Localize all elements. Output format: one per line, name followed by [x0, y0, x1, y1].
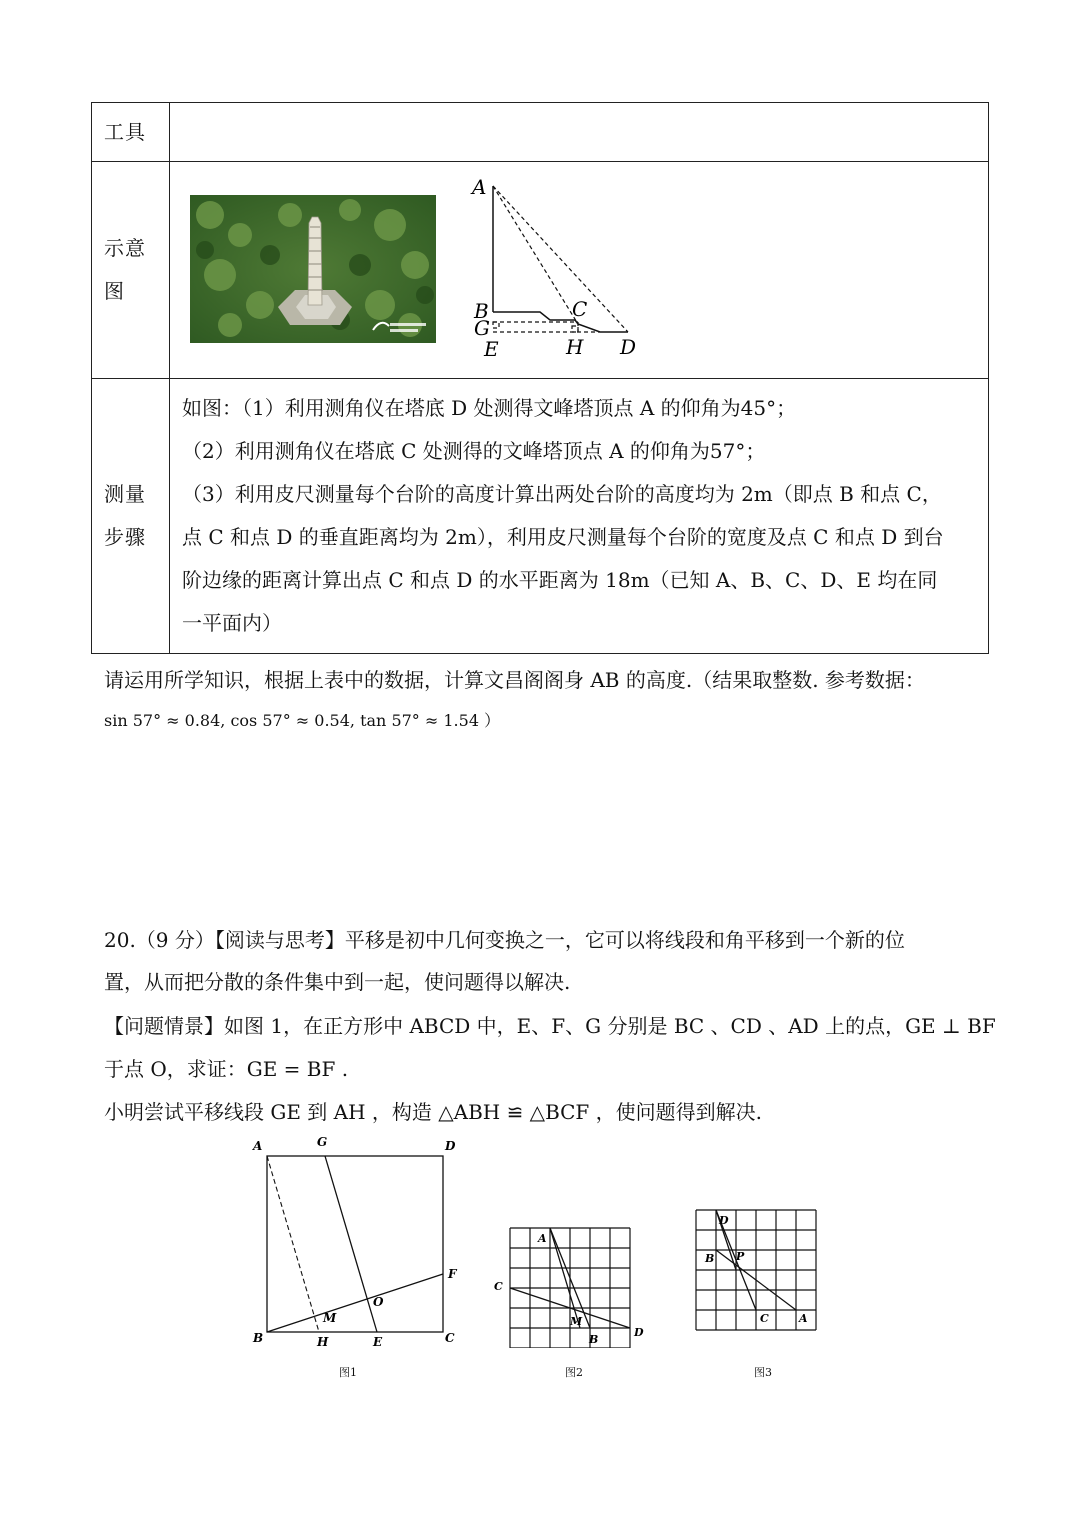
figure-cell: [170, 162, 989, 379]
step-line-1: 如图：（1）利用测角仪在塔底 D 处测得文峰塔顶点 A 的仰角为45°；: [182, 396, 797, 420]
figure-2: [488, 1218, 648, 1348]
q19-text-line2: sin 57° ≈ 0.84, cos 57° ≈ 0.54, tan 57° ≈ 1.54 ）: [104, 711, 501, 730]
fig2-label-C: C: [494, 1280, 503, 1293]
step-line-4: 点 C 和点 D 的垂直距离均为 2m），利用皮尺测量每个台阶的宽度及点 C 和点 D 到台: [182, 525, 944, 549]
fig3-label-A: A: [799, 1312, 808, 1325]
fig3-caption: 图3: [754, 1366, 772, 1379]
step-line-6: 一平面内）: [182, 611, 282, 635]
step-line-3: （3）利用皮尺测量每个台阶的高度计算出两处台阶的高度均为 2m（即点 B 和点 C，: [182, 482, 942, 506]
q20-line2: 置，从而把分散的条件集中到一起，使问题得以解决.: [104, 970, 571, 994]
label-G: G: [474, 316, 490, 340]
q20-line3: 【问题情景】如图 1，在正方形中 ABCD 中，E、F、G 分别是 BC 、CD 、AD 上的点，GE ⊥ BF: [104, 1014, 996, 1038]
fig1-label-B: B: [253, 1331, 264, 1345]
steps-label: [92, 379, 170, 654]
fig1-label-D: D: [445, 1139, 456, 1153]
fig1-caption: 图1: [339, 1366, 357, 1379]
tool-content: [170, 103, 989, 162]
fig1-label-F: F: [448, 1267, 457, 1281]
figure-1: [245, 1132, 475, 1352]
q20-line1: 20.（9 分）【阅读与思考】平移是初中几何变换之一，它可以将线段和角平移到一个新的位: [104, 928, 905, 952]
q19-text-line1: 请运用所学知识，根据上表中的数据，计算文昌阁阁身 AB 的高度.（结果取整数. 参考数据：: [104, 668, 925, 692]
step-line-2: （2）利用测角仪在塔底 C 处测得的文峰塔顶点 A 的仰角为57°；: [182, 439, 766, 463]
steps-content: [170, 379, 989, 654]
figure-label-line1: 示意: [104, 236, 146, 260]
figure-3: [686, 1200, 826, 1340]
label-D: D: [620, 335, 637, 359]
steps-label-line1: 测量: [104, 482, 146, 506]
fig1-label-G: G: [317, 1135, 328, 1149]
step-line-5: 阶边缘的距离计算出点 C 和点 D 的水平距离为 18m（已知 A、B、C、D、E 均在同: [182, 568, 938, 592]
fig2-label-B: B: [589, 1333, 599, 1346]
steps-label-line2: 步骤: [104, 525, 146, 549]
q20-line4: 于点 O，求证：GE = BF .: [104, 1057, 349, 1081]
fig1-label-H: H: [317, 1335, 329, 1349]
fig1-label-O: O: [373, 1295, 384, 1309]
pagoda-photo: [190, 195, 436, 343]
fig2-label-A: A: [538, 1232, 547, 1245]
tower-diagram: [460, 172, 640, 362]
fig1-label-M: M: [323, 1311, 337, 1325]
label-C: C: [572, 297, 588, 321]
fig3-label-P: P: [736, 1250, 745, 1263]
fig1-label-C: C: [445, 1331, 455, 1345]
fig2-label-M: M: [570, 1315, 583, 1328]
fig1-label-A: A: [253, 1139, 263, 1153]
q20-line5: 小明尝试平移线段 GE 到 AH ，构造 △ABH ≌ △BCF ，使问题得到解决.: [104, 1100, 763, 1124]
fig2-label-D: D: [634, 1326, 644, 1339]
fig3-label-B: B: [705, 1252, 715, 1265]
label-H: H: [566, 335, 584, 359]
fig3-label-D: D: [719, 1214, 729, 1227]
label-A: A: [472, 175, 487, 199]
tool-label: 工具: [92, 103, 170, 162]
figure-label-line2: 图: [104, 279, 125, 303]
label-B: B: [474, 299, 489, 323]
fig3-label-C: C: [760, 1312, 769, 1325]
fig1-label-E: E: [373, 1335, 383, 1349]
label-E: E: [484, 337, 499, 361]
fig2-caption: 图2: [565, 1366, 583, 1379]
figure-label: [92, 162, 170, 379]
measurement-table: [91, 102, 989, 654]
